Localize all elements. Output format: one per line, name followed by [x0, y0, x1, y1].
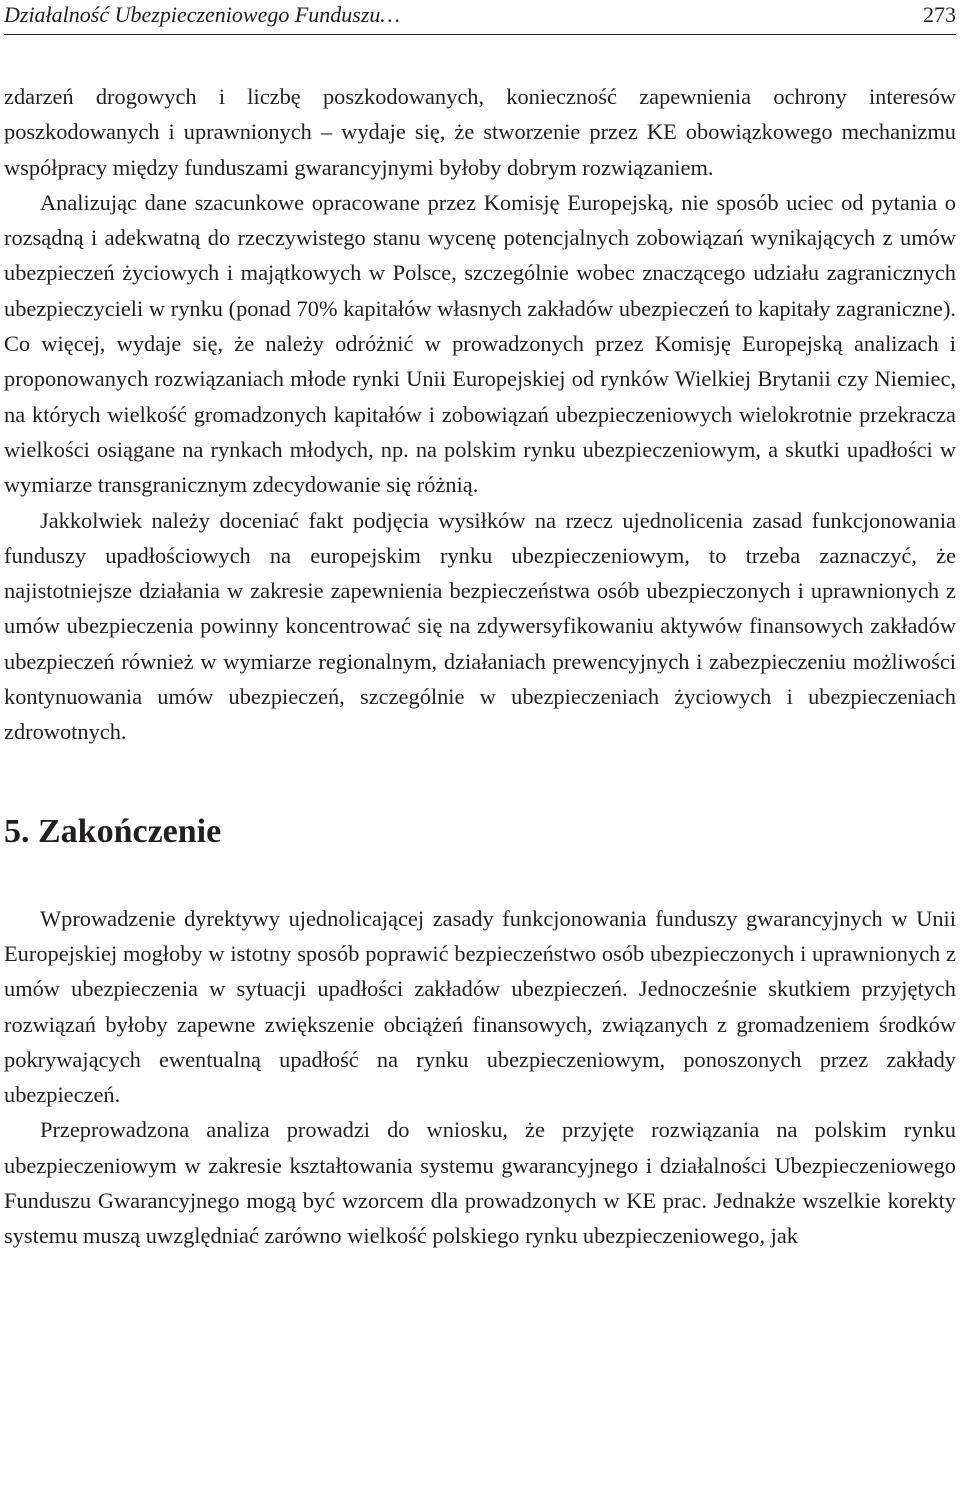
paragraph: Analizując dane szacunkowe opracowane przez Komisję Europejską, nie sposób uciec od pytania o rozsądną i adekwatną do rzeczywistego stanu wycenę potencjalnych zobowiązań wynikających z umów ubezpieczeń życiowych i majątkowych w Polsce, szczególnie wobec znaczącego udziału zagranicznych ubezpieczycieli w rynku (ponad 70% kapitałów własnych zakładów ubezpieczeń to kapitały zagraniczne). Co więcej, wydaje się, że należy odróżnić w prowadzonych przez Komisję Europejską analizach i proponowanych rozwiązaniach młode rynki Unii Europejskiej od rynków Wielkiej Brytanii czy Niemiec, na których wielkość gromadzonych kapitałów i zobowiązań ubezpieczeniowych wielokrotnie przekracza wielkości osiągane na rynkach młodych, np. na polskim rynku ubezpieczeniowym, a skutki upadłości w wymiarze transgranicznym zdecydowanie się różnią. — [4, 189, 956, 498]
page-number: 273 — [923, 2, 956, 27]
body-text — [4, 79, 956, 750]
paragraph-continued: zdarzeń drogowych i liczbę poszkodowanych, konieczność zapewnienia ochrony interesów poszkodowanych i uprawnionych – wydaje się, że stworzenie przez KE obowiązkowego mechanizmu współpracy między funduszami gwarancyjnymi byłoby dobrym rozwiązaniem. — [4, 84, 956, 180]
page-header — [4, 0, 956, 35]
section-text — [4, 901, 956, 1254]
section-heading: 5. Zakończenie — [4, 812, 222, 850]
paragraph: Jakkolwiek należy doceniać fakt podjęcia wysiłków na rzecz ujednolicenia zasad funkcjonowania funduszy upadłościowych na europejskim rynku ubezpieczeniowym, to trzeba zaznaczyć, że najistotniejsze działania w zakresie zapewnienia bezpieczeństwa osób ubezpieczonych i uprawnionych z umów ubezpieczenia powinny koncentrować się na zdywersyfikowaniu aktywów finansowych zakładów ubezpieczeń również w wymiarze regionalnym, działaniach prewencyjnych i zabezpieczeniu możliwości kontynuowania umów ubezpieczeń, szczególnie w ubezpieczeniach życiowych i ubezpieczeniach zdrowotnych. — [4, 507, 956, 745]
running-title: Działalność Ubezpieczeniowego Funduszu… — [4, 2, 400, 27]
paragraph: Przeprowadzona analiza prowadzi do wniosku, że przyjęte rozwiązania na polskim rynku ubezpieczeniowym w zakresie kształtowania systemu gwarancyjnego i działalności Ubezpieczeniowego Funduszu Gwarancyjnego mogą być wzorcem dla prowadzonych w KE prac. Jednakże wszelkie korekty systemu muszą uwzględniać zarówno wielkość polskiego rynku ubezpieczeniowego, jak — [4, 1117, 956, 1249]
paragraph: Wprowadzenie dyrektywy ujednolicającej zasady funkcjonowania funduszy gwarancyjnych w Unii Europejskiej mogłoby w istotny sposób poprawić bezpieczeństwo osób ubezpieczonych i uprawnionych z umów ubezpieczenia w sytuacji upadłości zakładów ubezpieczeń. Jednocześnie skutkiem przyjętych rozwiązań byłoby zapewne zwiększenie obciążeń finansowych, związanych z gromadzeniem środków pokrywających ewentualną upadłość na rynku ubezpieczeniowym, ponoszonych przez zakłady ubezpieczeń. — [4, 905, 956, 1108]
document-page — [4, 0, 956, 1254]
